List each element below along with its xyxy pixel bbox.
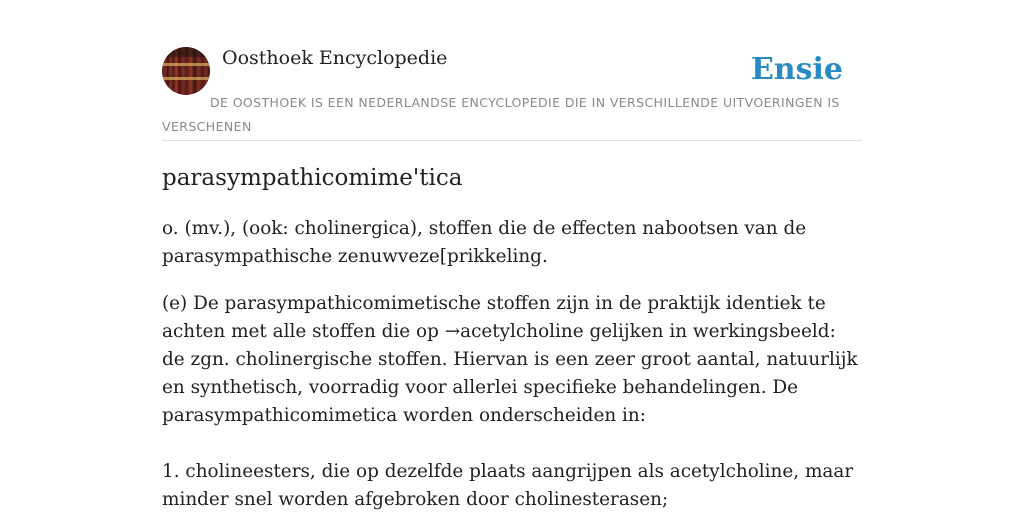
site-header — [162, 46, 862, 141]
site-tagline: DE OOSTHOEK IS EEN NEDERLANDSE ENCYCLOPEDIE DIE IN VERSCHILLENDE UITVOERINGEN IS VERSCHENEN — [162, 95, 840, 134]
avatar-band-bottom — [162, 77, 210, 80]
entry-body: (e) De parasympathicomimetische stoffen zijn in de praktijk identiek te achten met alle stoffen die op →acetylcholine gelijken in werkingsbeeld: de zgn. cholinergische stoffen. Hiervan is een zeer groot aantal, natuurlijk en synthetisch, voorradig voor allerlei specifieke behandelingen. De parasympathicomimetica worden onderscheiden in: — [162, 293, 858, 426]
entry-definition: o. (mv.), (ook: cholinergica), stoffen die de effecten nabootsen van de parasympathische zenuwveze[prikkeling. — [162, 218, 807, 267]
avatar-shelf — [162, 47, 210, 57]
entry-list-item: 1. cholineesters, die op dezelfde plaats aangrijpen als acetylcholine, maar minder snel worden afgebroken door cholinesterasen; — [162, 461, 854, 510]
entry-content — [162, 141, 862, 514]
page-container — [162, 46, 862, 514]
brand-logo-link[interactable]: Ensie — [750, 52, 843, 87]
site-avatar[interactable] — [162, 47, 210, 95]
entry-title: parasympathicomime'tica — [162, 165, 463, 191]
avatar-band-top — [162, 63, 210, 66]
site-title[interactable]: Oosthoek Encyclopedie — [222, 47, 448, 69]
